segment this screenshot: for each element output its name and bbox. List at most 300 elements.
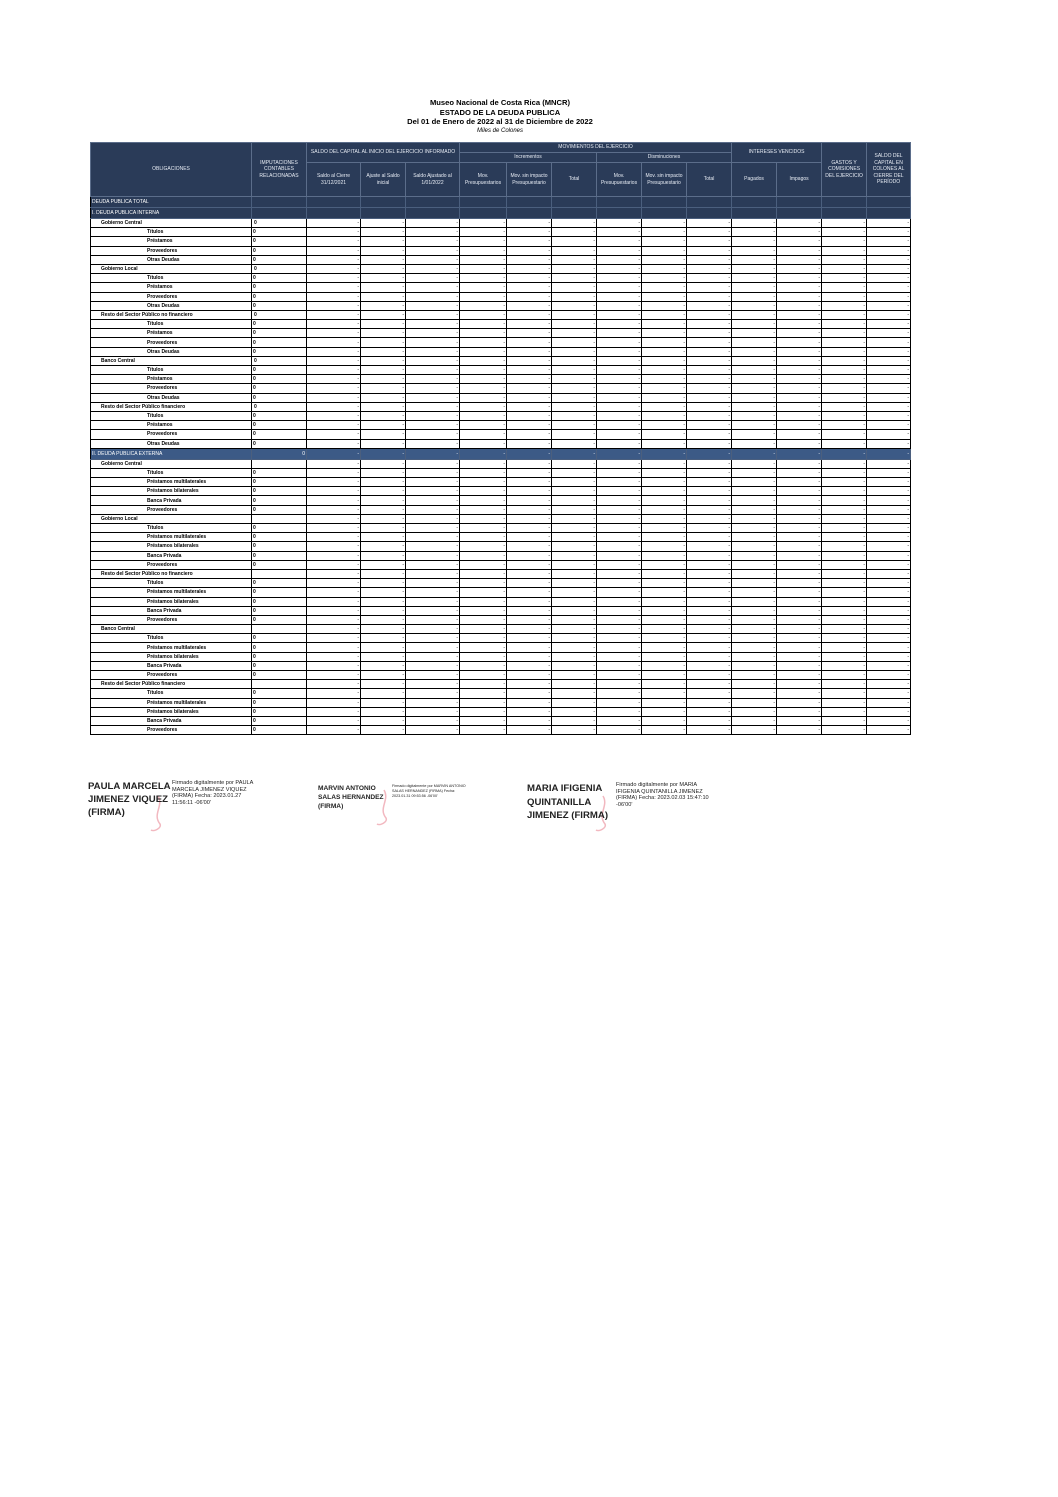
value-cell: -	[597, 487, 642, 496]
row-label: Gobierno Central	[91, 459, 252, 468]
value-cell: -	[777, 606, 822, 615]
value-cell: -	[361, 356, 406, 365]
value-cell: -	[307, 689, 361, 698]
report-title: ESTADO DE LA DEUDA PUBLICA	[439, 107, 561, 117]
value-cell: -	[460, 478, 507, 487]
value-cell: -	[687, 375, 732, 384]
value-cell: -	[406, 310, 460, 319]
table-row	[91, 421, 911, 430]
value-cell: -	[867, 707, 911, 716]
value-cell: -	[597, 496, 642, 505]
imputacion-cell: 0	[252, 524, 307, 533]
value-cell: -	[507, 375, 552, 384]
table-row	[91, 274, 911, 283]
table-row	[91, 320, 911, 329]
imputacion-cell: 0	[252, 347, 307, 356]
value-cell	[597, 197, 642, 208]
value-cell: -	[777, 320, 822, 329]
value-cell	[406, 197, 460, 208]
value-cell: -	[867, 597, 911, 606]
value-cell: -	[460, 588, 507, 597]
value-cell: -	[307, 597, 361, 606]
value-cell: -	[406, 533, 460, 542]
value-cell: -	[552, 560, 597, 569]
value-cell: -	[406, 606, 460, 615]
value-cell: -	[460, 439, 507, 448]
value-cell: -	[460, 551, 507, 560]
value-cell: -	[687, 366, 732, 375]
value-cell: -	[552, 283, 597, 292]
value-cell: -	[552, 274, 597, 283]
value-cell: -	[307, 468, 361, 477]
value-cell: -	[597, 219, 642, 228]
value-cell	[777, 197, 822, 208]
value-cell: -	[361, 274, 406, 283]
value-cell: -	[867, 533, 911, 542]
value-cell: -	[687, 356, 732, 365]
table-row	[91, 698, 911, 707]
value-cell: -	[460, 569, 507, 578]
value-cell: -	[822, 411, 867, 420]
table-row	[91, 606, 911, 615]
value-cell: -	[822, 496, 867, 505]
value-cell: -	[822, 228, 867, 237]
value-cell: -	[361, 671, 406, 680]
value-cell: -	[732, 219, 777, 228]
row-label: Títulos	[91, 366, 252, 375]
value-cell: -	[597, 448, 642, 459]
value-cell: -	[777, 634, 822, 643]
col-imputaciones: IMPUTACIONES CONTABLES RELACIONADAS	[252, 143, 307, 197]
value-cell: -	[460, 264, 507, 273]
value-cell: -	[732, 448, 777, 459]
signer-name: MARVIN ANTONIO SALAS HERNANDEZ (FIRMA)	[318, 785, 384, 810]
value-cell: -	[642, 347, 687, 356]
value-cell: -	[732, 551, 777, 560]
imputacion-cell: 0	[252, 375, 307, 384]
imputacion-cell: 0	[252, 468, 307, 477]
value-cell: -	[361, 393, 406, 402]
value-cell: -	[777, 421, 822, 430]
table-row	[91, 643, 911, 652]
value-cell: -	[552, 411, 597, 420]
report-units: Miles de Colones	[476, 127, 524, 134]
value-cell: -	[507, 274, 552, 283]
value-cell: -	[406, 459, 460, 468]
value-cell: -	[687, 726, 732, 735]
value-cell: -	[597, 579, 642, 588]
value-cell: -	[687, 588, 732, 597]
value-cell: -	[597, 560, 642, 569]
value-cell: -	[406, 448, 460, 459]
value-cell: -	[307, 615, 361, 624]
signer-name: PAULA MARCELA JIMENEZ VIQUEZ (FIRMA)	[88, 781, 171, 818]
value-cell: -	[687, 652, 732, 661]
value-cell: -	[307, 524, 361, 533]
value-cell: -	[867, 320, 911, 329]
value-cell: -	[732, 246, 777, 255]
imputacion-cell: 0	[252, 356, 307, 365]
value-cell: -	[552, 246, 597, 255]
value-cell: -	[460, 597, 507, 606]
row-label: Banca Privada	[91, 716, 252, 725]
row-label: Títulos	[91, 320, 252, 329]
value-cell: -	[552, 625, 597, 634]
value-cell: -	[822, 560, 867, 569]
value-cell: -	[867, 375, 911, 384]
value-cell: -	[822, 551, 867, 560]
value-cell: -	[307, 439, 361, 448]
value-cell: -	[406, 698, 460, 707]
value-cell: -	[507, 505, 552, 514]
value-cell: -	[507, 411, 552, 420]
value-cell: -	[307, 283, 361, 292]
value-cell	[361, 208, 406, 219]
value-cell: -	[822, 680, 867, 689]
value-cell: -	[552, 219, 597, 228]
value-cell: -	[822, 487, 867, 496]
value-cell: -	[552, 698, 597, 707]
value-cell: -	[552, 421, 597, 430]
value-cell: -	[822, 514, 867, 523]
value-cell: -	[307, 393, 361, 402]
value-cell: -	[732, 292, 777, 301]
value-cell: -	[687, 347, 732, 356]
imputacion-cell: 0	[252, 228, 307, 237]
value-cell: -	[687, 716, 732, 725]
value-cell: -	[867, 366, 911, 375]
value-cell: -	[361, 487, 406, 496]
value-cell: -	[597, 551, 642, 560]
value-cell: -	[406, 255, 460, 264]
value-cell: -	[777, 310, 822, 319]
value-cell: -	[777, 375, 822, 384]
value-cell: -	[460, 533, 507, 542]
value-cell: -	[307, 671, 361, 680]
imputacion-cell: 0	[252, 421, 307, 430]
value-cell: -	[552, 514, 597, 523]
value-cell: -	[642, 560, 687, 569]
value-cell: -	[307, 505, 361, 514]
value-cell: -	[777, 301, 822, 310]
value-cell: -	[507, 301, 552, 310]
value-cell: -	[642, 569, 687, 578]
value-cell: -	[822, 246, 867, 255]
table-row	[91, 487, 911, 496]
col-intereses: INTERESES VENCIDOS	[732, 143, 822, 163]
imputacion-cell: 0	[252, 384, 307, 393]
value-cell: -	[460, 560, 507, 569]
value-cell: -	[867, 329, 911, 338]
col-dis-mov-pres: Mov. Presupuestarios	[597, 163, 642, 197]
value-cell: -	[732, 274, 777, 283]
value-cell: -	[867, 661, 911, 670]
value-cell: -	[307, 716, 361, 725]
value-cell: -	[361, 514, 406, 523]
value-cell: -	[361, 551, 406, 560]
value-cell: -	[642, 402, 687, 411]
value-cell: -	[507, 468, 552, 477]
value-cell: -	[507, 228, 552, 237]
value-cell: -	[867, 625, 911, 634]
value-cell: -	[552, 338, 597, 347]
col-disminuciones: Disminuciones	[597, 153, 732, 163]
value-cell: -	[732, 588, 777, 597]
table-row	[91, 560, 911, 569]
value-cell: -	[406, 716, 460, 725]
signature-details: Firmado digitalmente por PAULA MARCELA JIMENEZ VIQUEZ (FIRMA) Fecha: 2023.01.27 11:56:11 -06'00'	[172, 780, 254, 806]
value-cell: -	[867, 588, 911, 597]
imputacion-cell: 0	[252, 606, 307, 615]
row-label: Préstamos bilaterales	[91, 707, 252, 716]
value-cell: -	[406, 292, 460, 301]
row-label: Proveedores	[91, 292, 252, 301]
value-cell: -	[732, 542, 777, 551]
value-cell: -	[642, 533, 687, 542]
row-label: Títulos	[91, 689, 252, 698]
value-cell: -	[552, 468, 597, 477]
value-cell: -	[642, 615, 687, 624]
value-cell: -	[406, 384, 460, 393]
value-cell: -	[822, 274, 867, 283]
imputacion-cell: 0	[252, 487, 307, 496]
imputacion-cell: 0	[252, 448, 307, 459]
value-cell: -	[642, 579, 687, 588]
value-cell: -	[460, 707, 507, 716]
col-ajuste: Ajuste al Saldo inicial	[361, 163, 406, 197]
value-cell: -	[406, 579, 460, 588]
value-cell: -	[460, 219, 507, 228]
value-cell	[867, 197, 911, 208]
value-cell: -	[687, 338, 732, 347]
value-cell	[307, 208, 361, 219]
value-cell: -	[732, 411, 777, 420]
value-cell: -	[777, 671, 822, 680]
value-cell: -	[822, 255, 867, 264]
value-cell: -	[507, 292, 552, 301]
value-cell	[732, 208, 777, 219]
value-cell: -	[307, 310, 361, 319]
value-cell: -	[822, 661, 867, 670]
row-label: Préstamos bilaterales	[91, 597, 252, 606]
value-cell: -	[460, 468, 507, 477]
row-label: Proveedores	[91, 726, 252, 735]
col-gastos: GASTOS Y COMISIONES DEL EJERCICIO	[822, 143, 867, 197]
table-row	[91, 264, 911, 273]
imputacion-cell: 0	[252, 689, 307, 698]
row-label: Préstamos	[91, 421, 252, 430]
value-cell: -	[507, 430, 552, 439]
value-cell: -	[642, 338, 687, 347]
row-label: Resto del Sector Público no financiero	[91, 569, 252, 578]
value-cell: -	[507, 588, 552, 597]
value-cell: -	[867, 356, 911, 365]
value-cell: -	[406, 320, 460, 329]
report-header	[90, 98, 910, 135]
table-row	[91, 569, 911, 578]
value-cell: -	[687, 560, 732, 569]
value-cell: -	[361, 459, 406, 468]
value-cell: -	[777, 402, 822, 411]
value-cell: -	[822, 219, 867, 228]
value-cell: -	[507, 615, 552, 624]
value-cell: -	[460, 671, 507, 680]
value-cell: -	[732, 384, 777, 393]
value-cell: -	[642, 625, 687, 634]
value-cell: -	[307, 338, 361, 347]
row-label: Préstamos multilaterales	[91, 643, 252, 652]
value-cell	[642, 208, 687, 219]
value-cell: -	[687, 542, 732, 551]
imputacion-cell: 0	[252, 726, 307, 735]
value-cell: -	[361, 615, 406, 624]
value-cell: -	[777, 533, 822, 542]
value-cell: -	[597, 246, 642, 255]
value-cell: -	[307, 478, 361, 487]
value-cell: -	[507, 366, 552, 375]
imputacion-cell: 0	[252, 274, 307, 283]
table-row	[91, 338, 911, 347]
value-cell: -	[552, 569, 597, 578]
value-cell: -	[777, 505, 822, 514]
value-cell: -	[687, 524, 732, 533]
imputacion-cell: 0	[252, 439, 307, 448]
value-cell: -	[687, 292, 732, 301]
imputacion-cell: 0	[252, 393, 307, 402]
table-row	[91, 393, 911, 402]
value-cell: -	[777, 347, 822, 356]
value-cell: -	[642, 283, 687, 292]
value-cell: -	[406, 430, 460, 439]
value-cell: -	[732, 716, 777, 725]
value-cell: -	[552, 448, 597, 459]
imputacion-cell: 0	[252, 246, 307, 255]
value-cell: -	[307, 634, 361, 643]
value-cell: -	[822, 237, 867, 246]
table-row	[91, 301, 911, 310]
value-cell: -	[406, 487, 460, 496]
value-cell: -	[460, 329, 507, 338]
row-label: Proveedores	[91, 384, 252, 393]
imputacion-cell: 0	[252, 671, 307, 680]
value-cell: -	[822, 569, 867, 578]
col-movimientos: MOVIMIENTOS DEL EJERCICIO	[460, 143, 732, 153]
value-cell: -	[867, 338, 911, 347]
value-cell: -	[822, 292, 867, 301]
value-cell: -	[552, 384, 597, 393]
value-cell: -	[867, 468, 911, 477]
imputacion-cell: 0	[252, 597, 307, 606]
table-row	[91, 237, 911, 246]
value-cell: -	[552, 459, 597, 468]
value-cell: -	[460, 505, 507, 514]
value-cell: -	[867, 255, 911, 264]
value-cell: -	[460, 356, 507, 365]
imputacion-cell	[252, 625, 307, 634]
value-cell: -	[642, 597, 687, 606]
value-cell: -	[687, 661, 732, 670]
value-cell	[361, 197, 406, 208]
value-cell: -	[822, 652, 867, 661]
value-cell: -	[687, 505, 732, 514]
imputacion-cell: 0	[252, 283, 307, 292]
value-cell: -	[687, 478, 732, 487]
value-cell: -	[361, 430, 406, 439]
value-cell: -	[597, 569, 642, 578]
value-cell: -	[732, 329, 777, 338]
value-cell: -	[460, 716, 507, 725]
value-cell: -	[507, 661, 552, 670]
value-cell: -	[507, 439, 552, 448]
value-cell: -	[732, 496, 777, 505]
table-row	[91, 459, 911, 468]
value-cell: -	[597, 384, 642, 393]
table-row	[91, 634, 911, 643]
value-cell: -	[406, 569, 460, 578]
value-cell: -	[460, 274, 507, 283]
col-saldo-inicio: SALDO DEL CAPITAL AL INICIO DEL EJERCICIO INFORMADO	[307, 143, 460, 163]
value-cell: -	[687, 597, 732, 606]
value-cell: -	[597, 283, 642, 292]
imputacion-cell	[252, 208, 307, 219]
value-cell: -	[687, 579, 732, 588]
imputacion-cell: 0	[252, 402, 307, 411]
value-cell: -	[687, 439, 732, 448]
value-cell: -	[822, 643, 867, 652]
value-cell: -	[687, 643, 732, 652]
value-cell: -	[361, 468, 406, 477]
value-cell: -	[507, 514, 552, 523]
value-cell: -	[822, 698, 867, 707]
value-cell: -	[867, 606, 911, 615]
value-cell: -	[777, 652, 822, 661]
value-cell: -	[777, 707, 822, 716]
value-cell: -	[732, 264, 777, 273]
value-cell: -	[307, 560, 361, 569]
value-cell: -	[822, 264, 867, 273]
row-label: Otras Deudas	[91, 347, 252, 356]
value-cell: -	[822, 402, 867, 411]
value-cell: -	[460, 421, 507, 430]
value-cell: -	[507, 689, 552, 698]
value-cell: -	[307, 588, 361, 597]
value-cell: -	[552, 597, 597, 606]
value-cell: -	[361, 347, 406, 356]
value-cell: -	[867, 459, 911, 468]
value-cell	[777, 208, 822, 219]
value-cell	[460, 197, 507, 208]
value-cell: -	[687, 448, 732, 459]
row-label: Resto del Sector Público no financiero	[91, 310, 252, 319]
signer-name: MARIA IFIGENIA QUINTANILLA JIMENEZ (FIRMA)	[527, 783, 609, 821]
value-cell: -	[552, 726, 597, 735]
report-period: Del 01 de Enero de 2022 al 31 de Diciembre de 2022	[407, 117, 593, 126]
value-cell: -	[507, 671, 552, 680]
value-cell: -	[822, 542, 867, 551]
value-cell: -	[507, 625, 552, 634]
value-cell: -	[732, 421, 777, 430]
value-cell: -	[822, 707, 867, 716]
value-cell: -	[822, 283, 867, 292]
value-cell: -	[552, 505, 597, 514]
value-cell: -	[361, 439, 406, 448]
value-cell: -	[642, 496, 687, 505]
value-cell: -	[460, 625, 507, 634]
value-cell: -	[552, 634, 597, 643]
value-cell: -	[732, 310, 777, 319]
value-cell: -	[406, 478, 460, 487]
row-label: Títulos	[91, 468, 252, 477]
